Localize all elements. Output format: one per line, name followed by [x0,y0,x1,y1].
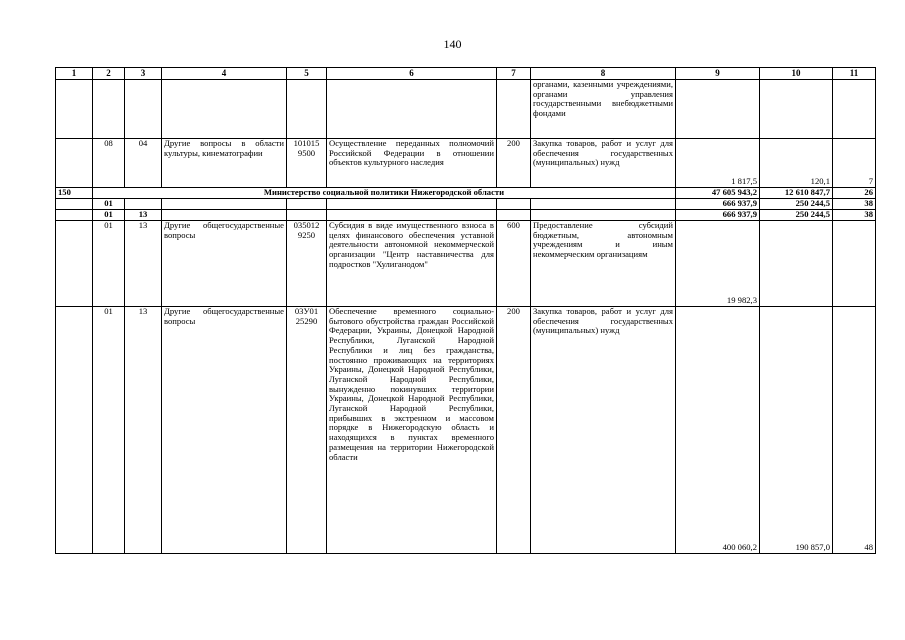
amount-cell: 400 060,2 [676,307,760,554]
section-code-cell: 01 [93,199,125,210]
page-number: 140 [443,37,462,51]
description-cell: Обеспечение временного социально-бытового обустройства граждан Российской Федерации, Украины, Донецкой Народной Республики, Луганской Народной Республики и лиц без гражданства, постоянно проживающих на территориях Украины, Донецкой Народной Республики, Луганской Народной Республики, вынужденно покинувших территории Украины, Донецкой Народной Республики, Луганской Народной Республики, прибывших в экстренном и массовом порядке в Нижегородскую область и находящихся в пунктах временного размещения на территории Нижегородской области [327,307,497,554]
header-cell: 8 [531,68,676,80]
budget-table [55,67,876,554]
header-cell: 9 [676,68,760,80]
section-code-cell: 08 [93,139,125,188]
amount-cell: 250 244,5 [760,210,833,221]
table-row-section [56,199,876,210]
amount-cell: 19 982,3 [676,221,760,307]
ministry-code-cell: 150 [56,188,93,199]
percent-cell: 38 [833,210,876,221]
header-cell: 11 [833,68,876,80]
category-cell: Другие вопросы в области культуры, кинематографии [162,139,287,188]
percent-cell: 38 [833,199,876,210]
target-code-cell: 035012 9250 [287,221,327,307]
percent-cell: 26 [833,188,876,199]
header-cell: 3 [125,68,162,80]
header-cell: 6 [327,68,497,80]
expense-type-cell: органами, казенными учреждениями, органами управления государственными внебюджетными фондами [531,80,676,139]
expense-code-cell: 200 [497,139,531,188]
section-code-cell: 01 [93,307,125,554]
table-row [56,307,876,554]
expense-type-cell: Закупка товаров, работ и услуг для обеспечения государственных (муниципальных) нужд [531,307,676,554]
ministry-name-cell: Министерство социальной политики Нижегородской области [93,188,676,199]
expense-type-cell: Закупка товаров, работ и услуг для обеспечения государственных (муниципальных) нужд [531,139,676,188]
description-cell: Субсидия в виде имущественного взноса в целях финансового обеспечения уставной деятельности автономной некоммерческой организации "Центр наставничества для подростков "Хулиганодом" [327,221,497,307]
table-row-continuation [56,80,876,139]
amount-cell: 666 937,9 [676,199,760,210]
amount-cell: 190 857,0 [760,307,833,554]
expense-code-cell: 600 [497,221,531,307]
subsection-code-cell: 13 [125,221,162,307]
table-row-subsection [56,210,876,221]
header-cell: 5 [287,68,327,80]
table-row-ministry [56,188,876,199]
expense-code-cell: 200 [497,307,531,554]
table-row [56,221,876,307]
amount-cell: 120,1 [760,139,833,188]
percent-cell: 48 [833,307,876,554]
subsection-code-cell: 04 [125,139,162,188]
target-code-cell: 101015 9500 [287,139,327,188]
amount-cell: 12 610 847,7 [760,188,833,199]
section-code-cell: 01 [93,221,125,307]
percent-cell: 7 [833,139,876,188]
subsection-code-cell: 13 [125,210,162,221]
subsection-code-cell: 13 [125,307,162,554]
amount-cell: 47 605 943,2 [676,188,760,199]
expense-type-cell: Предоставление субсидий бюджетным, автономным учреждениям и иным некоммерческим организациям [531,221,676,307]
target-code-cell: 03У01 25290 [287,307,327,554]
percent-cell [833,221,876,307]
header-cell: 4 [162,68,287,80]
section-code-cell: 01 [93,210,125,221]
table-header-row [56,68,876,80]
amount-cell: 1 817,5 [676,139,760,188]
header-cell: 2 [93,68,125,80]
category-cell: Другие общегосударственные вопросы [162,307,287,554]
table-row [56,139,876,188]
description-cell: Осуществление переданных полномочий Российской Федерации в отношении объектов культурного наследия [327,139,497,188]
header-cell: 10 [760,68,833,80]
amount-cell [760,221,833,307]
header-cell: 7 [497,68,531,80]
header-cell: 1 [56,68,93,80]
amount-cell: 666 937,9 [676,210,760,221]
amount-cell: 250 244,5 [760,199,833,210]
category-cell: Другие общегосударственные вопросы [162,221,287,307]
